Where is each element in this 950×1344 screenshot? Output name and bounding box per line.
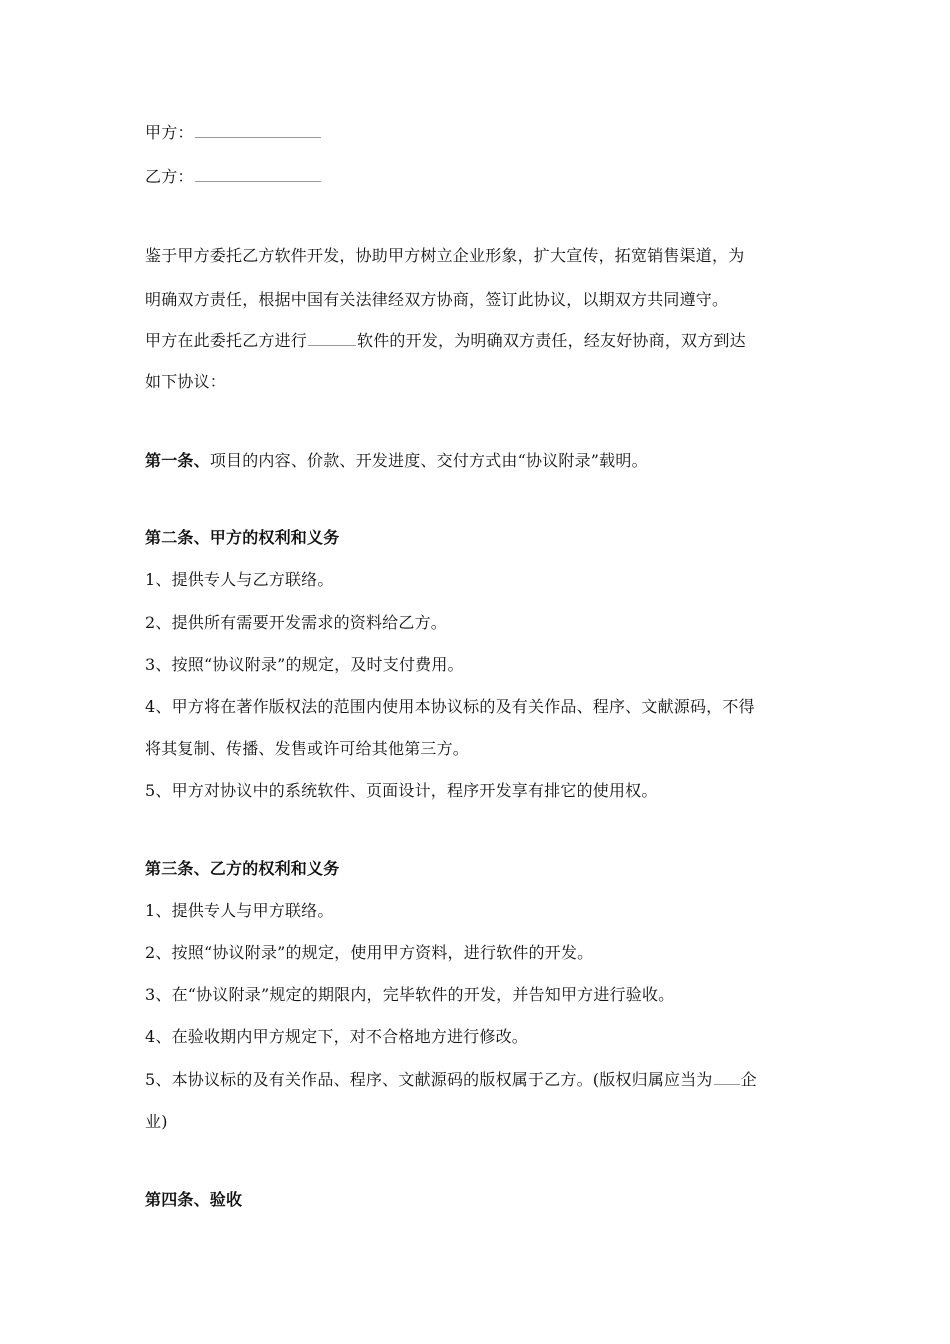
article-1-heading: 第一条、: [145, 451, 210, 470]
preamble-line-2: 明确双方责任，根据中国有关法律经双方协商，签订此协议，以期双方共同遵守。: [145, 290, 729, 309]
article-2-item-4-cont: 将其复制、传播、发售或许可给其他第三方。: [145, 739, 470, 758]
article-2-item-1: 1、提供专人与乙方联络。: [145, 570, 334, 589]
article-3-item-1: 1、提供专人与甲方联络。: [145, 901, 334, 920]
article-3-item-2: 2、按照“协议附录”的规定，使用甲方资料，进行软件的开发。: [145, 943, 594, 962]
article-1-text: 项目的内容、价款、开发进度、交付方式由“协议附录”载明。: [209, 451, 648, 470]
article-3-item-3: 3、在“协议附录”规定的期限内，完毕软件的开发，并告知甲方进行验收。: [145, 985, 675, 1004]
article-2-heading: 第二条、甲方的权利和义务: [145, 528, 340, 547]
article-2-item-5: 5、甲方对协议中的系统软件、页面设计，程序开发享有排它的使用权。: [145, 781, 658, 800]
party-a-line: [145, 122, 805, 144]
article-1: [145, 450, 805, 472]
preamble-line-3: [145, 330, 805, 352]
article-3-item-5-before: 5、本协议标的及有关作品、程序、文献源码的版权属于乙方。(版权归属应当为: [145, 1070, 713, 1089]
article-2-item-2: 2、提供所有需要开发需求的资料给乙方。: [145, 613, 447, 632]
article-4-heading: 第四条、验收: [145, 1190, 243, 1209]
preamble-line-4: 如下协议：: [145, 372, 227, 391]
preamble-line-3-after: 软件的开发，为明确双方责任，经友好协商，双方到达: [357, 331, 746, 350]
preamble-line-3-before: 甲方在此委托乙方进行: [145, 331, 308, 350]
article-2-item-3: 3、按照“协议附录”的规定，及时支付费用。: [145, 655, 464, 674]
article-2-item-4: 4、甲方将在著作版权法的范围内使用本协议标的及有关作品、程序、文献源码，不得: [145, 697, 755, 716]
copyright-owner-blank: [714, 1070, 740, 1085]
article-3-item-5-after: 企: [740, 1070, 757, 1089]
article-3-item-5-cont: 业): [145, 1112, 168, 1131]
party-a-blank: [195, 123, 321, 138]
software-name-blank: [308, 331, 356, 346]
party-b-label: 乙方：: [145, 167, 194, 186]
party-a-label: 甲方：: [145, 123, 194, 142]
article-3-item-5: [145, 1069, 805, 1091]
party-b-line: [145, 166, 805, 188]
article-3-heading: 第三条、乙方的权利和义务: [145, 859, 340, 878]
preamble-line-1: 鉴于甲方委托乙方软件开发，协助甲方树立企业形象，扩大宣传，拓宽销售渠道，为: [145, 246, 745, 265]
party-b-blank: [195, 167, 321, 182]
article-3-item-4: 4、在验收期内甲方规定下，对不合格地方进行修改。: [145, 1027, 528, 1046]
